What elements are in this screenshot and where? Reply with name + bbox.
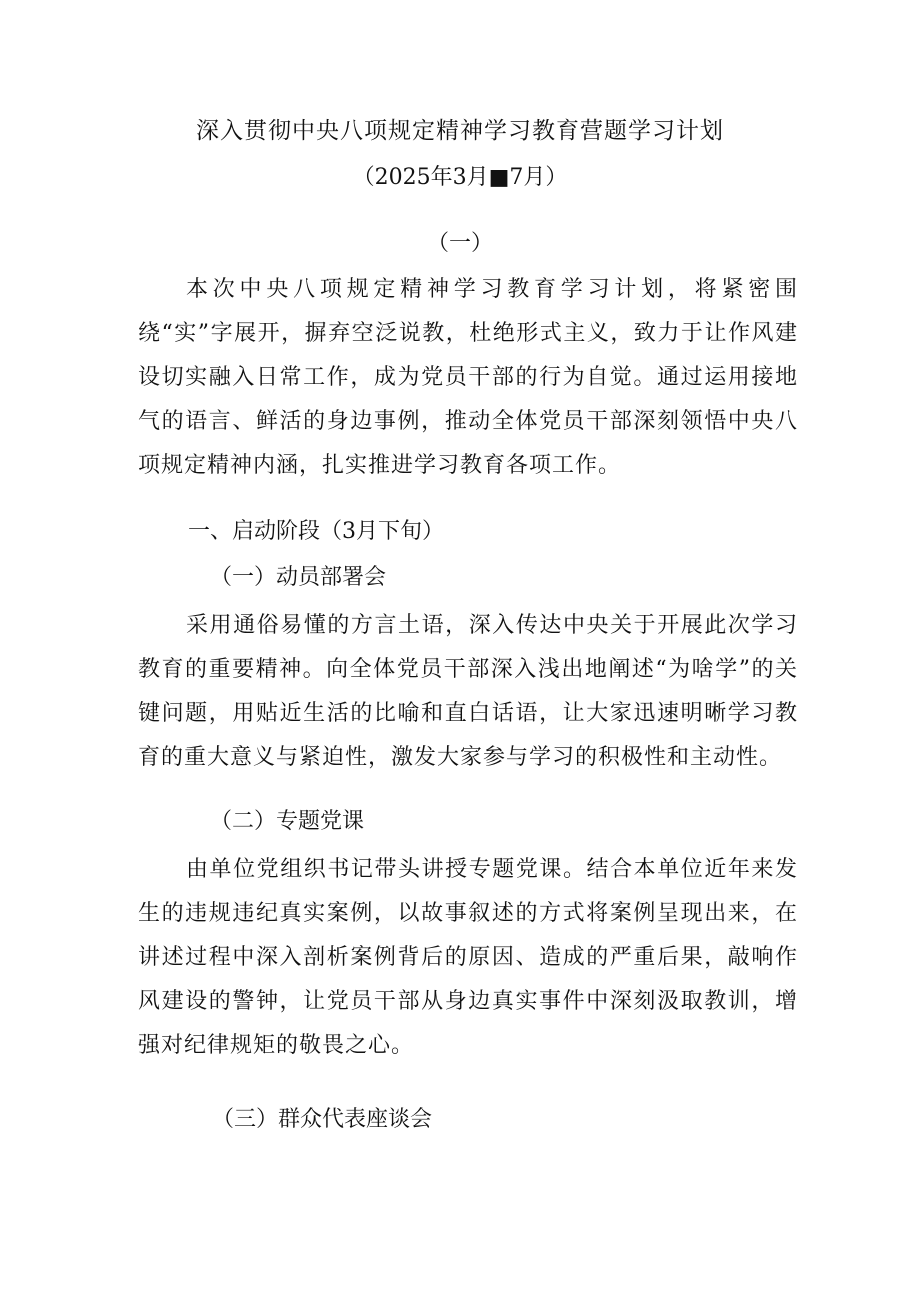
document-title: 深入贯彻中央八项规定精神学习教育营题学习计划: [196, 118, 724, 144]
section-heading-startup: 一、启动阶段（3月下旬）: [188, 519, 444, 544]
paragraph-party-lecture: 由单位党组织书记带头讲授专题党课。结合本单位近年来发生的违规违纪真实案例，以故事叙述的方式将案例呈现出来，在讲述过程中深入剖析案例背后的原因、造成的严重后果，敲响作风建设的警钟，让党员干部从身边真实事件中深刻汲取教训，增强对纪律规矩的敬畏之心。: [138, 857, 798, 1058]
subheading-mobilization-meeting: （一）动员部署会: [210, 565, 387, 590]
document-subtitle: （2025年3月■7月）: [352, 165, 568, 190]
paragraph-mobilization-meeting: 采用通俗易懂的方言土语，深入传达中央关于开展此次学习教育的重要精神。向全体党员干部深入浅出地阐述“为啥学”的关键问题，用贴近生活的比喻和直白话语，让大家迅速明晰学习教育的重大意义与紧迫性，激发大家参与学习的积极性和主动性。: [138, 613, 798, 770]
subheading-public-forum: （三）群众代表座谈会: [212, 1107, 433, 1132]
subheading-party-lecture: （二）专题党课: [210, 809, 365, 834]
part-marker: （一）: [426, 231, 493, 256]
intro-paragraph: 本次中央八项规定精神学习教育学习计划，将紧密围绕“实”字展开，摒弃空泛说教，杜绝形式主义，致力于让作风建设切实融入日常工作，成为党员干部的行为自觉。通过运用接地气的语言、鲜活的身边事例，推动全体党员干部深刻领悟中央八项规定精神内涵，扎实推进学习教育各项工作。: [138, 277, 798, 478]
